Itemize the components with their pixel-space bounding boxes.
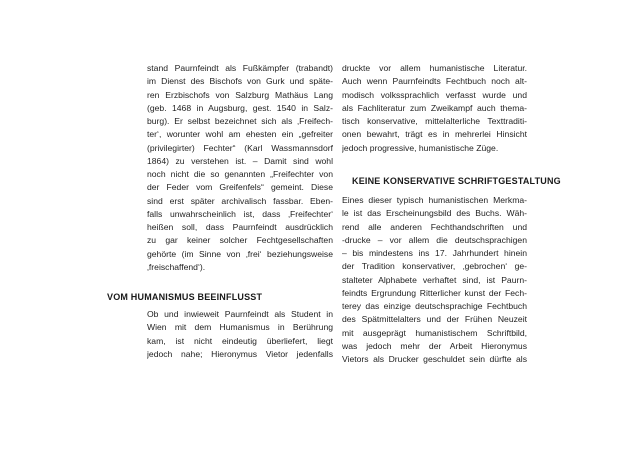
text-line: (privilegirter) Fechter“ (Karl Wassmannsdorf	[147, 142, 333, 153]
left-paragraph-1	[147, 62, 333, 274]
text-line: jedoch nahe; Hieronymus Vietor jedenfalls	[147, 348, 333, 359]
text-line: gehörte (im Sinne von ‚frei‘ beziehungsweise	[147, 248, 333, 259]
text-line: ‚freischaffend‘).	[147, 261, 206, 272]
text-line: jedoch progressive, humanistische Züge.	[342, 142, 499, 153]
text-line: als Fachliteratur zum Zweikampf auch thema-	[342, 102, 527, 113]
text-line: zu gar keiner solcher Fechtgesellschaften	[147, 235, 333, 246]
text-line: modisch volkssprachlich verfasst wurde und	[342, 89, 527, 100]
text-line: 1864) zu verstehen ist. – Damit sind wohl	[147, 155, 333, 166]
text-line: ren Erzbischofs von Salzburg Mathäus Lang	[147, 89, 333, 100]
text-line: kam, ist nicht eindeutig überliefert, liegt	[147, 335, 333, 346]
text-line: mit ausgeprägt humanistischem Schriftbild,	[342, 327, 527, 338]
left-paragraph-2	[147, 308, 333, 361]
text-line: Vietors als Drucker geschuldet sein dürfte als	[342, 354, 527, 364]
right-paragraph-2	[342, 194, 527, 366]
text-line: der Tradition konservativer, ‚gebrochen‘ ge-	[342, 261, 527, 272]
text-line: terey das einzige deutschsprachige Fechtbuch	[342, 301, 527, 311]
text-line: Ob und inwieweit Paurnfeindt als Student in	[147, 309, 333, 319]
text-line: der Feder vom Greifenfels“ gemeint. Diese	[147, 182, 333, 193]
text-line: Auch wenn Paurnfeindts Fechtbuch noch alt-	[342, 76, 527, 87]
right-paragraph-1	[342, 62, 527, 155]
text-line: -drucke – vor allem die deutschsprachigen	[342, 234, 527, 245]
text-line: (geb. 1468 in Augsburg, gest. 1540 in Salz-	[147, 102, 333, 113]
text-line: im Dienst des Bischofs von Gurk und späte-	[147, 76, 333, 87]
text-line: ter‘, worunter wohl am ehesten ein „gefreiter	[147, 129, 333, 140]
section-heading-humanism: VOM HUMANISMUS BEEINFLUSST	[107, 292, 263, 302]
text-line: falls unwahrscheinlich ist, dass ‚Freifechter‘	[147, 208, 333, 219]
text-line: Wien mit dem Humanismus in Berührung	[147, 322, 333, 333]
text-line: Eines dieser typisch humanistischen Merkma-	[342, 195, 527, 205]
text-line: – bis mindestens ins 17. Jahrhundert hinein	[342, 248, 527, 258]
text-line: sind erst später archivalisch fassbar. Eben-	[147, 195, 333, 206]
text-line: des Spätmittelalters und der Frühen Neuzeit	[342, 314, 527, 325]
text-line: burg). Er selbst bezeichnet sich als ‚Freifech-	[147, 116, 333, 126]
section-heading-schriftgestaltung: KEINE KONSERVATIVE SCHRIFTGESTALTUNG	[352, 176, 561, 186]
text-line: feindts Ergrundung Ritterlicher kunst der Fech-	[342, 287, 527, 298]
text-line: druckte vor allem humanistische Literatur.	[342, 63, 527, 73]
text-line: rend alle anderen Fechthandschriften und	[342, 221, 527, 232]
text-line: noch nicht die so genannten „Freifechter von	[147, 169, 333, 179]
text-line: le ist das Erscheinungsbild des Buchs. Wäh-	[342, 208, 527, 219]
text-line: stalteter Alphabete verhaftet sind, ist Paurn-	[342, 274, 527, 285]
text-line: stand Paurnfeindt als Fußkämpfer (trabandt)	[147, 63, 333, 73]
text-line: tisch konservative, mittelalterliche Texttraditi-	[342, 116, 527, 126]
text-line: was jedoch mehr der Arbeit Hieronymus	[342, 340, 527, 351]
text-line: heißen soll, dass Paurnfeindt ausdrücklich	[147, 222, 333, 232]
text-line: onen bewahrt, trägt es in mehrerlei Hinsicht	[342, 129, 527, 140]
